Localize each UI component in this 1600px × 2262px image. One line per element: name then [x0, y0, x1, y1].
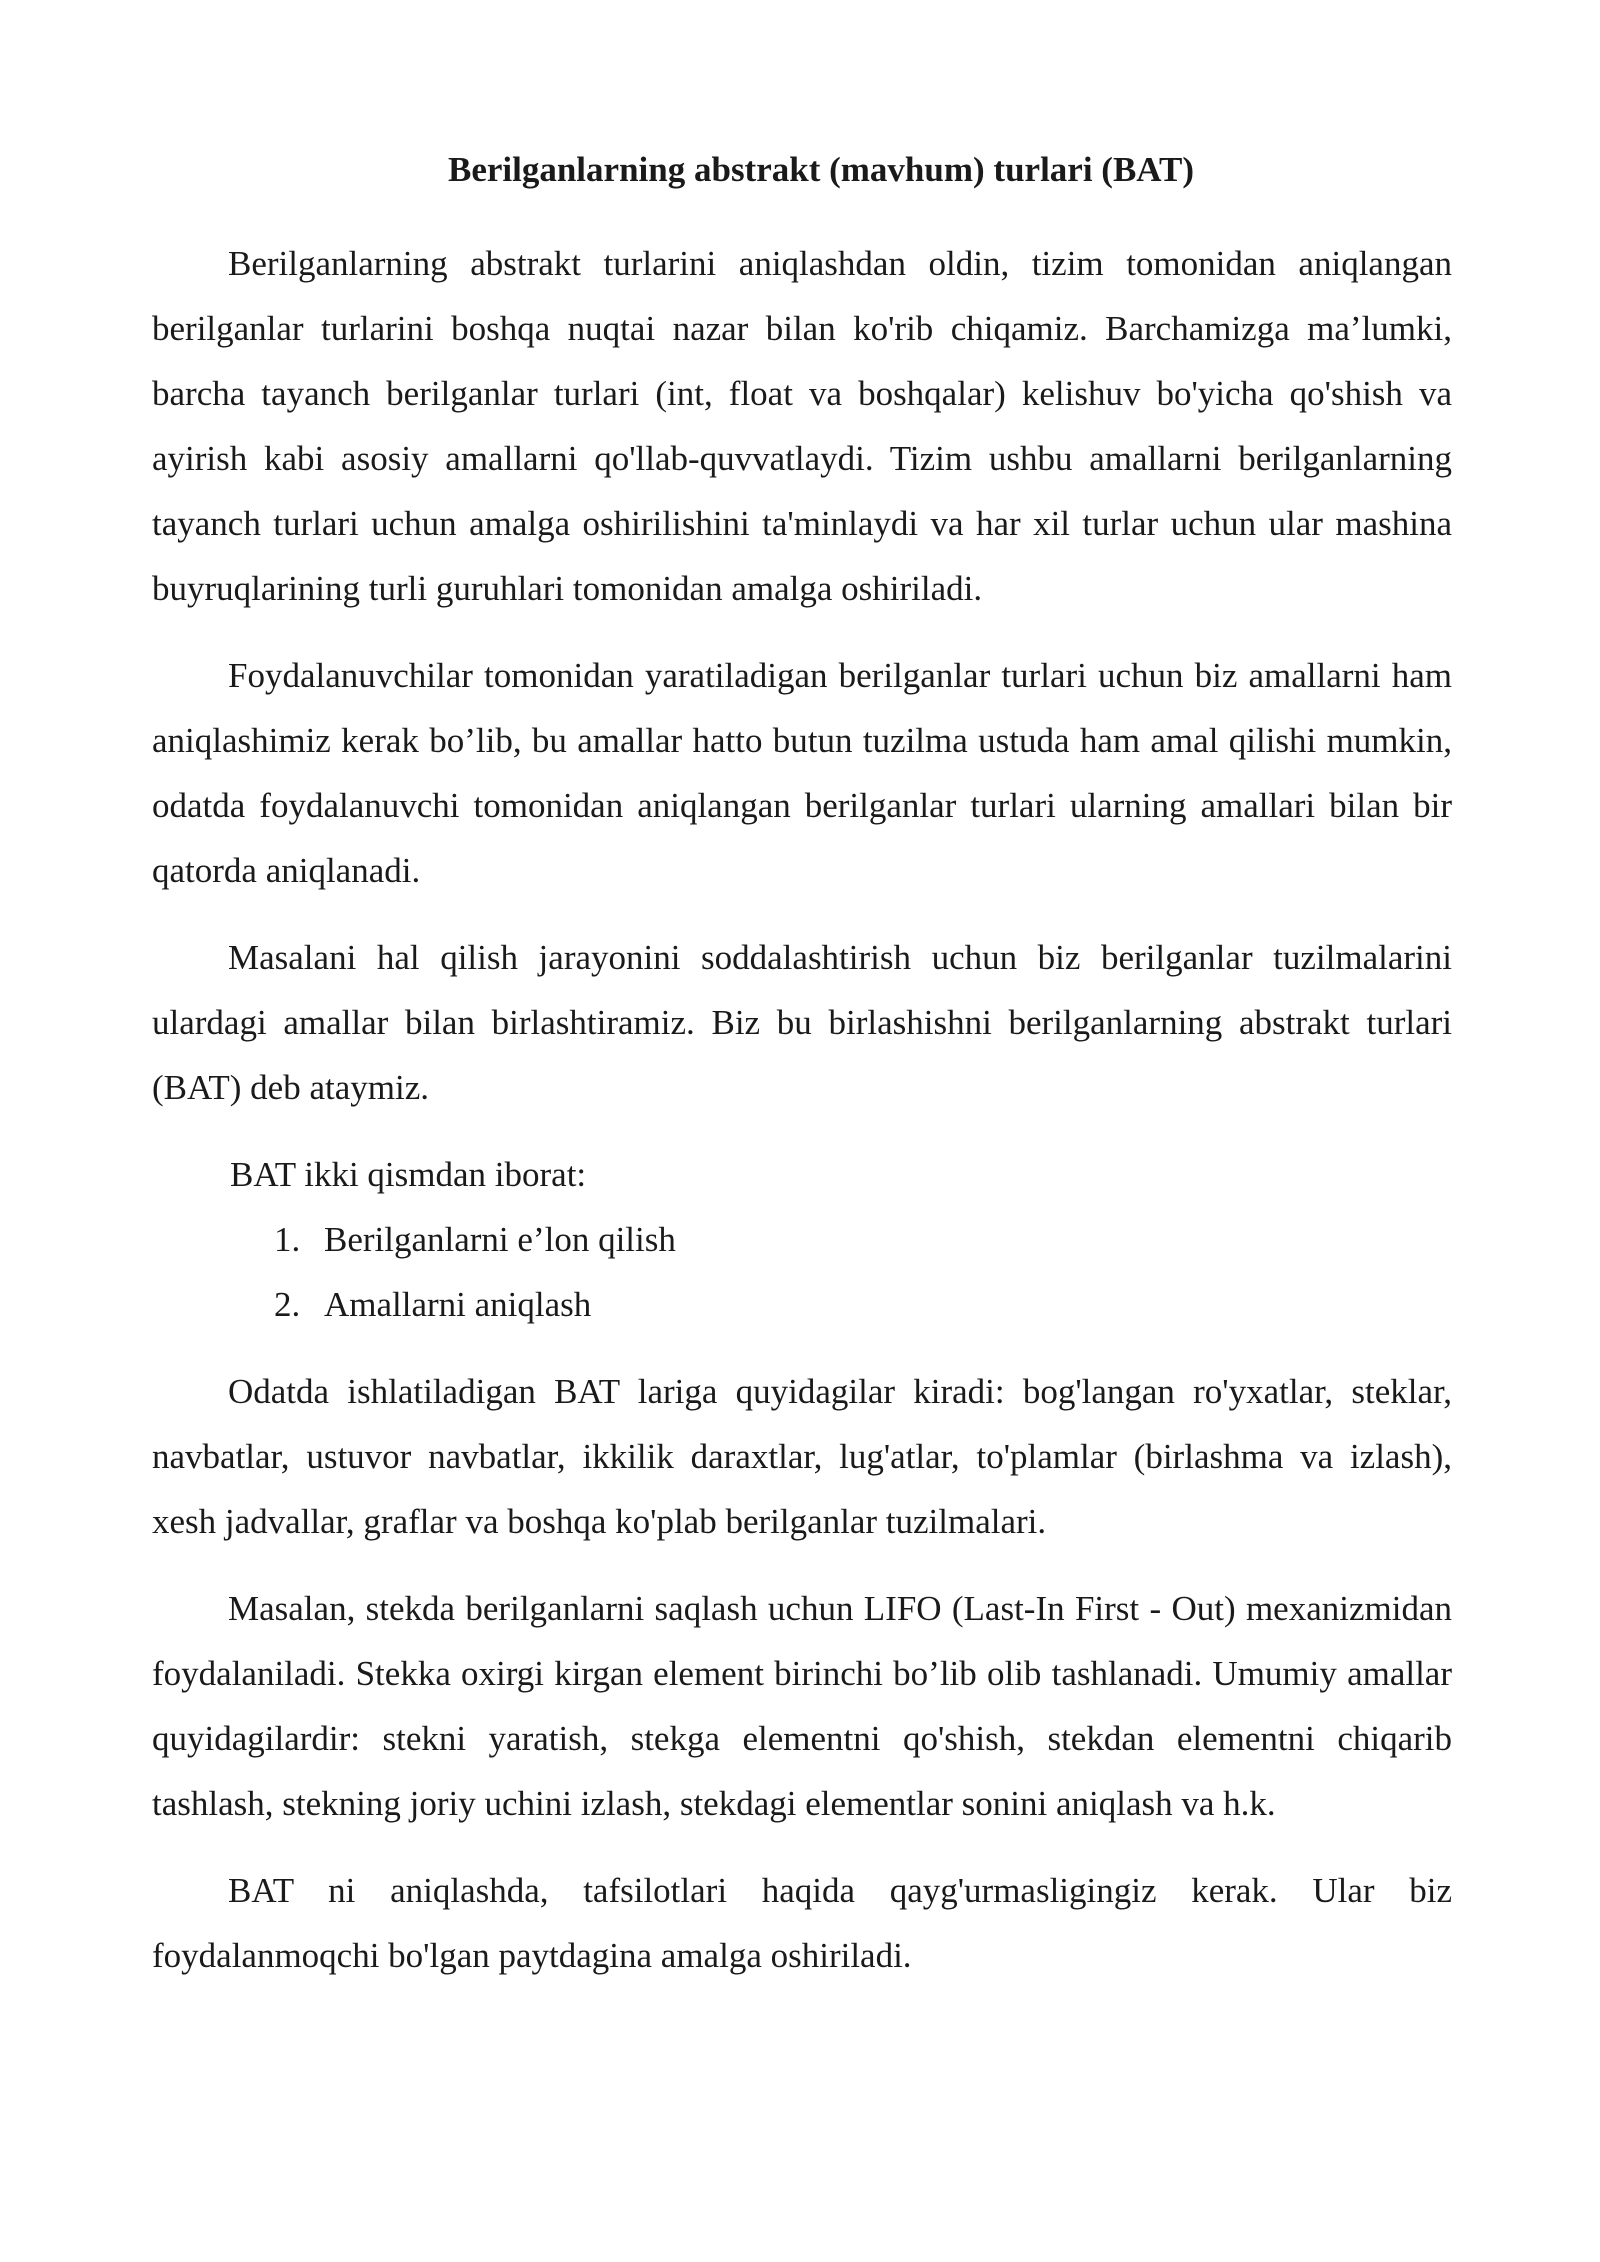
paragraph-common-bat: Odatda ishlatiladigan BAT lariga quyidagilar kiradi: bog'langan ro'yxatlar, steklar, navbatlar, ustuvor navbatlar, ikkilik daraxtlar, lug'atlar, to'plamlar (birlashma va izlash), xesh jadvallar, graflar va boshqa ko'plab berilganlar tuzilmalari. [152, 1372, 1452, 1541]
numbered-list [152, 1207, 1452, 1337]
list-item-number: 2. [274, 1285, 301, 1324]
document-title: Berilganlarning abstrakt (mavhum) turlari (BAT) [447, 150, 1194, 189]
list-item-text: Berilganlarni e’lon qilish [324, 1220, 676, 1259]
paragraph-stack-example: Masalan, stekda berilganlarni saqlash uchun LIFO (Last-In First - Out) mexanizmidan foydalaniladi. Stekka oxirgi kirgan element birinchi bo’lib olib tashlanadi. Umumiy amallar quyidagilardir: stekni yaratish, stekga elementni qo'shish, stekdan elementni chiqarib tashlash, stekning joriy uchini izlash, stekdagi elementlar sonini aniqlash va h.k. [152, 1589, 1452, 1823]
paragraph-bat-definition: Masalani hal qilish jarayonini soddalashtirish uchun biz berilganlar tuzilmalarini ulardagi amallar bilan birlashtiramiz. Biz bu birlashishni berilganlarning abstrakt turlari (BAT) deb ataymiz. [152, 938, 1452, 1107]
list-item [152, 1272, 1452, 1337]
paragraph-user-types: Foydalanuvchilar tomonidan yaratiladigan berilganlar turlari uchun biz amallarni ham aniqlashimiz kerak bo’lib, bu amallar hatto butun tuzilma ustuda ham amal qilishi mumkin, odatda foydalanuvchi tomonidan aniqlangan berilganlar turlari ularning amallari bilan bir qatorda aniqlanadi. [152, 656, 1452, 890]
paragraph-intro: Berilganlarning abstrakt turlarini aniqlashdan oldin, tizim tomonidan aniqlangan berilganlar turlarini boshqa nuqtai nazar bilan ko'rib chiqamiz. Barchamizga ma’lumki, barcha tayanch berilganlar turlari (int, float va boshqalar) kelishuv bo'yicha qo'shish va ayirish kabi asosiy amallarni qo'llab-quvvatlaydi. Tizim ushbu amallarni berilganlarning tayanch turlari uchun amalga oshirilishini ta'minlaydi va har xil turlar uchun ular mashina buyruqlarining turli guruhlari tomonidan amalga oshiriladi. [152, 244, 1452, 608]
list-item-text: Amallarni aniqlash [324, 1285, 592, 1324]
document-body [152, 146, 1452, 2010]
list-item [152, 1207, 1452, 1272]
list-item-number: 1. [274, 1220, 301, 1259]
paragraph-conclusion: BAT ni aniqlashda, tafsilotlari haqida qayg'urmasligingiz kerak. Ular biz foydalanmoqchi bo'lgan paytdagina amalga oshiriladi. [152, 1871, 1452, 1975]
list-intro: BAT ikki qismdan iborat: [230, 1155, 587, 1194]
